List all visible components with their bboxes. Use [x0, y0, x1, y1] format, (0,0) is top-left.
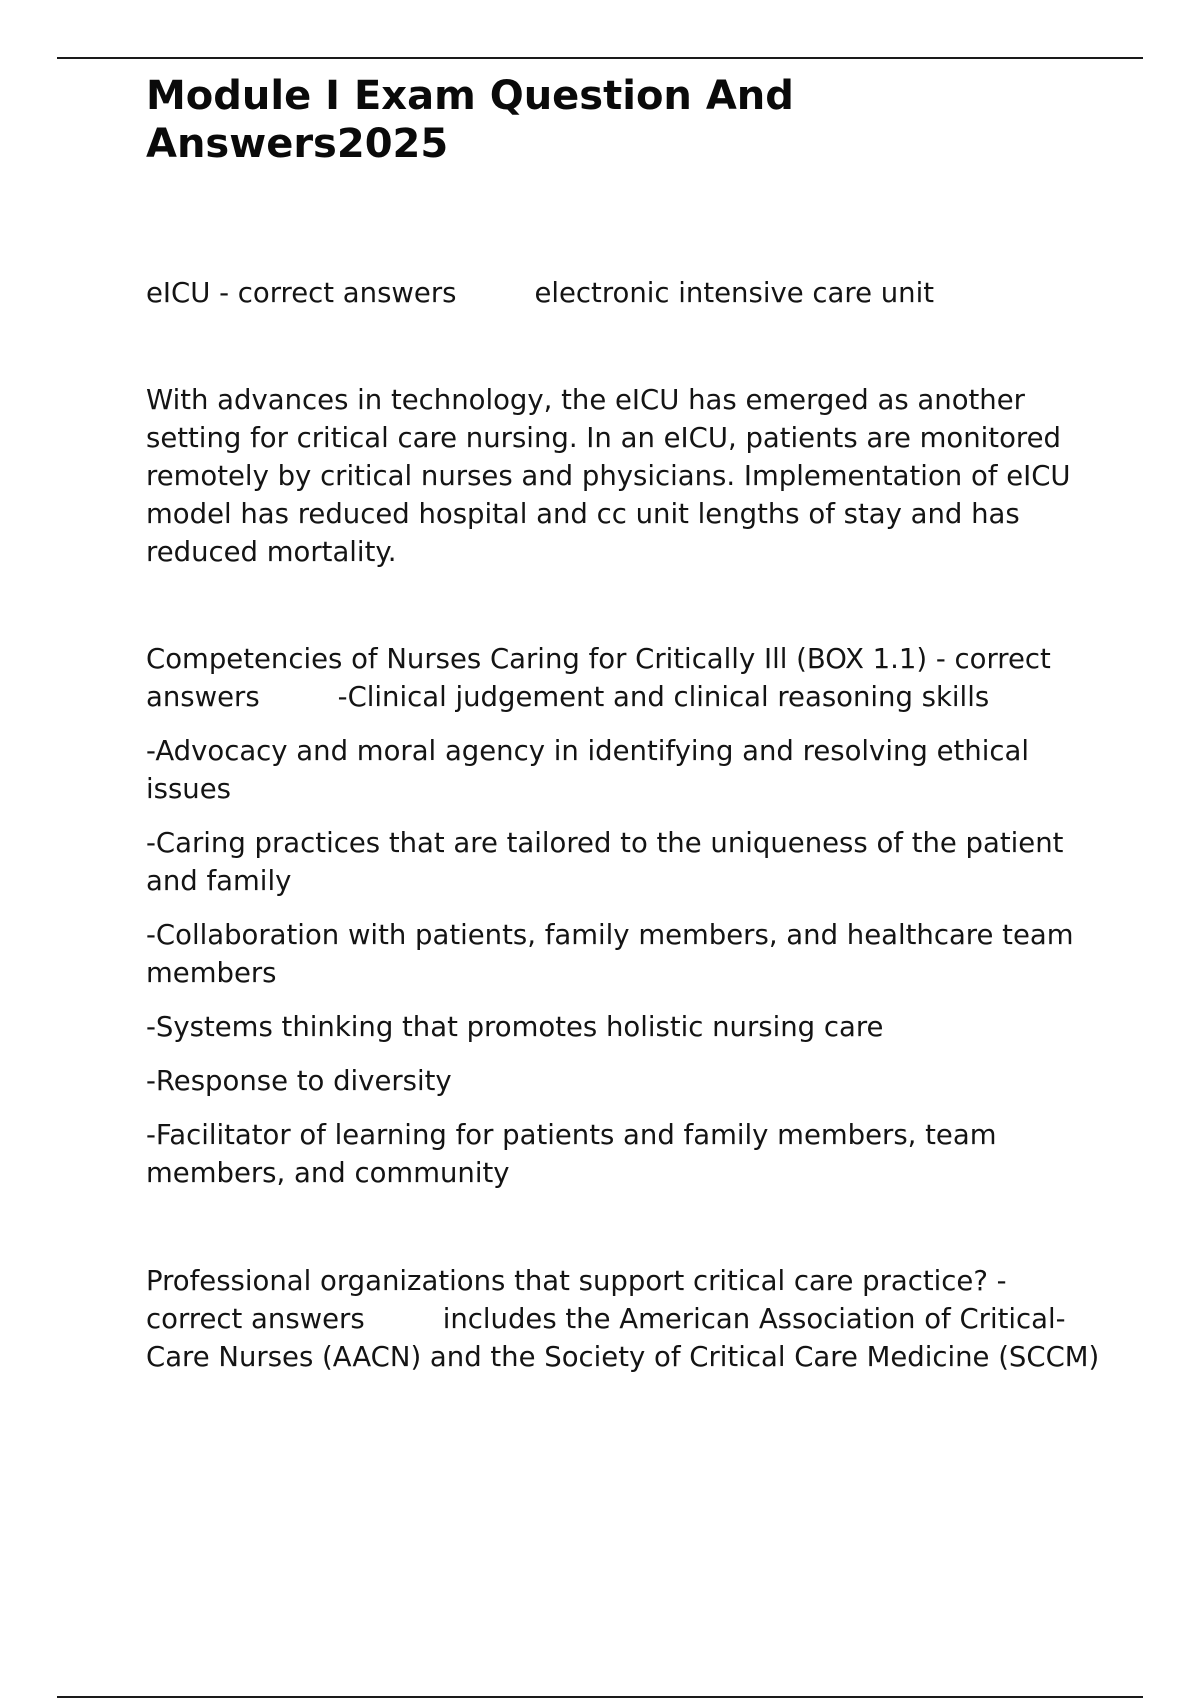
list-item: -Caring practices that are tailored to the uniqueness of the patient and family [146, 827, 1064, 897]
document-title: Module I Exam Question And Answers2025 [146, 73, 794, 167]
card-answer: electronic intensive care unit [534, 277, 935, 309]
top-divider [57, 57, 1143, 59]
list-item: -Advocacy and moral agency in identifying and resolving ethical issues [146, 735, 1029, 805]
list-item: -Response to diversity [146, 1065, 452, 1097]
card-term: Professional organizations that support critical care practice? - correct answers [146, 1265, 1007, 1335]
flashcard-competencies [146, 640, 1106, 1192]
card-term: eICU - correct answers [146, 277, 457, 309]
list-item: -Systems thinking that promotes holistic nursing care [146, 1011, 884, 1043]
list-item: -Facilitator of learning for patients and family members, team members, and community [146, 1119, 997, 1189]
card-question [146, 640, 1106, 716]
eicu-paragraph: With advances in technology, the eICU has emerged as another setting for critical care nursing. In an eICU, patients are monitored remotely by critical nurses and physicians. Implementation of eICU model has reduced hospital and cc unit lengths of stay and has reduced mortality. [146, 384, 1071, 568]
document-body [146, 72, 1106, 1376]
flashcard-eicu [146, 274, 1106, 312]
card-term: Competencies of Nurses Caring for Critically Ill (BOX 1.1) - correct answers [146, 643, 1051, 713]
flashcard-professional-organizations [146, 1262, 1106, 1376]
bottom-divider [57, 1696, 1143, 1698]
list-item: -Collaboration with patients, family members, and healthcare team members [146, 919, 1074, 989]
card-answer: includes the American Association of Critical-Care Nurses (AACN) and the Society of Critical Care Medicine (SCCM) [146, 1303, 1100, 1373]
card-answer: -Clinical judgement and clinical reasoning skills [337, 681, 990, 713]
